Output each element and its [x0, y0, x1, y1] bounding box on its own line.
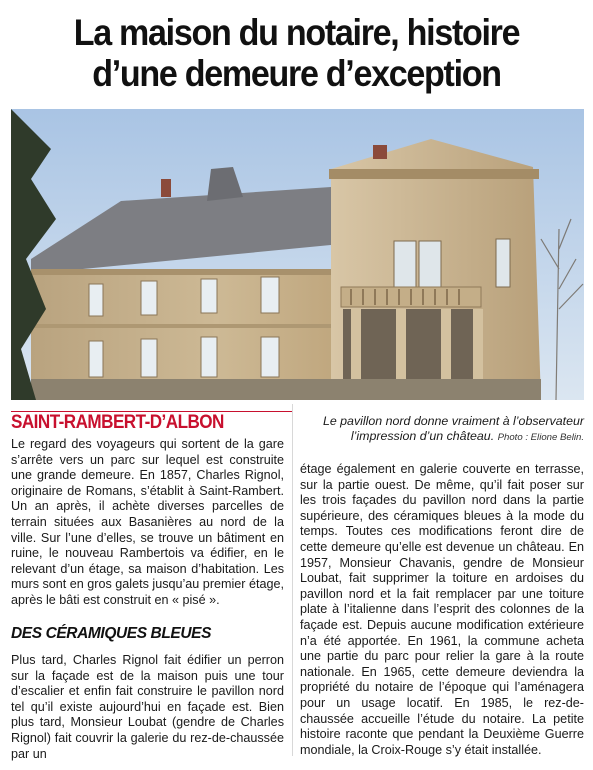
house-photo-illustration — [11, 109, 584, 400]
photo-credit: Photo : Elione Belin. — [497, 432, 584, 443]
article-column-right — [300, 462, 584, 758]
paragraph-3: étage également en galerie couverte en terrasse, sur la partie ouest. De même, qu’il fait poser sur les trois façades du pavillon nord dans la partie supérieure, des céramiques bleues à la mode du temps. Toutes ces modifications feront dire de cette demeure qu’elle est devenue un château. En 1957, Monsieur Chavanis, gendre de Monsieur Loubat, fait supprimer la toiture en ardoises du pavillon nord et la fait remplacer par une toiture plate à l’italienne dans l’esprit des colonnes de la façade est. Depuis aucune modification extérieure n’a été apportée. En 1961, la commune acheta une partie du parc pour relier la gare à la route nationale. En 1965, cette demeure deviendra la propriété du notaire de l’époque qui l’aménagera pour un usage locatif. En 1985, le rez-de-chaussée accueille l’étude du notaire. La petite histoire raconte que pendant la Deuxième Guerre mondiale, la Croix-Rouge s’y était installée. — [300, 462, 584, 757]
article-intro — [11, 437, 284, 609]
location-kicker: SAINT-RAMBERT-D’ALBON — [11, 412, 224, 433]
section-subhead: DES CÉRAMIQUES BLEUES — [11, 625, 212, 642]
article-headline — [24, 12, 570, 94]
photo-caption — [300, 414, 584, 445]
column-divider — [292, 404, 293, 756]
intro-paragraph: Le regard des voyageurs qui sortent de la gare s’arrête vers un parc sur lequel est construite une grande demeure. En 1857, Charles Rignol, originaire de Romans, s’établit à Saint-Rambert. Un an après, il achète diverses parcelles de terrain situées aux Basanières au nord de la ville. Sur l’une d’elles, se trouve un bâtiment en ruine, le nouveau Rambertois va édifier, en le relevant d’un étage, sa maison d’habitation. Les murs sont en gros galets jusqu’au premier étage, après le bâti est construit en « pisé ». — [11, 437, 285, 607]
caption-text: Le pavillon nord donne vraiment à l’observateur l’impression d’un château. — [322, 414, 584, 443]
article-photo — [11, 109, 584, 400]
headline-line-1: La maison du notaire, histoire — [73, 12, 520, 53]
article-column-left — [11, 653, 284, 762]
headline-line-2: d’une demeure d’exception — [92, 53, 501, 94]
paragraph-2: Plus tard, Charles Rignol fait édifier un perron sur la façade est de la maison puis une tour d’escalier et enfin fait construire le pavillon nord tel qu’il existe aujourd’hui en façade est. Bien plus tard, Monsieur Loubat (gendre de Charles Rignol) fait couvrir la galerie du rez-de-chaussée par un — [11, 653, 284, 761]
